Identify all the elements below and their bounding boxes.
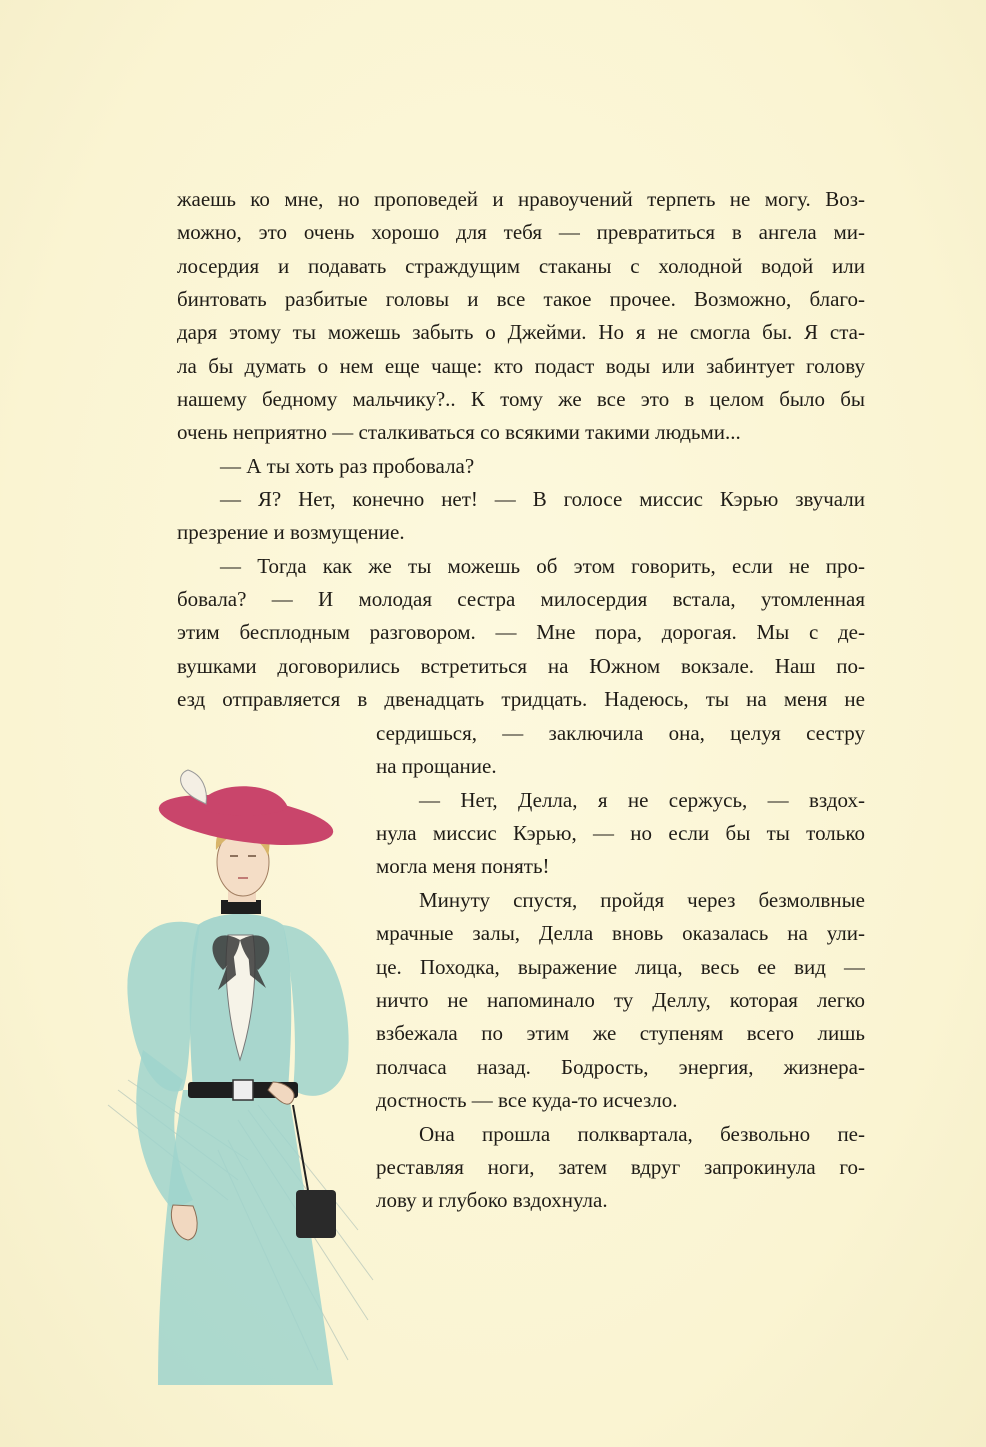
text-line: взбежала по этим же ступеням всего лишь <box>376 1021 865 1045</box>
text-line: — Тогда как же ты можешь об этом говорить, если не про- <box>220 554 865 578</box>
text-line: презрение и возмущение. <box>177 520 405 544</box>
choker <box>221 900 261 914</box>
text-line: вушками договорились встретиться на Южном вокзале. Наш по- <box>177 654 865 678</box>
belt-buckle <box>233 1080 253 1100</box>
text-line: мрачные залы, Делла вновь оказалась на ули- <box>376 921 865 945</box>
text-line: — Нет, Делла, я не сержусь, — вздох- <box>419 788 865 812</box>
text-line: полчаса назад. Бодрость, энергия, жизнера- <box>376 1055 865 1079</box>
text-line: — А ты хоть раз пробовала? <box>220 454 475 478</box>
text-line: этим бесплодным разговором. — Мне пора, дорогая. Мы с де- <box>177 620 865 644</box>
woman-illustration <box>88 760 378 1390</box>
text-line: ничто не напоминало ту Деллу, которая легко <box>376 988 865 1012</box>
text-line: нашему бедному мальчику?.. К тому же все это в целом было бы <box>177 387 865 411</box>
text-line: лосердия и подавать страждущим стаканы с холодной водой или <box>177 254 865 278</box>
text-line: очень неприятно — сталкиваться со всякими такими людьми... <box>177 420 741 444</box>
text-line: нула миссис Кэрью, — но если бы ты только <box>376 821 865 845</box>
text-line: ла бы думать о нем еще чаще: кто подаст воды или забинтует голову <box>177 354 865 378</box>
text-line: Минуту спустя, пройдя через безмолвные <box>419 888 865 912</box>
text-line: це. Походка, выражение лица, весь ее вид — <box>376 955 865 979</box>
text-line: на прощание. <box>376 754 497 778</box>
text-line: бовала? — И молодая сестра милосердия встала, утомленная <box>177 587 865 611</box>
text-line: Она прошла полквартала, безвольно пе- <box>419 1122 865 1146</box>
text-line: сердишься, — заключила она, целуя сестру <box>376 721 865 745</box>
text-line: — Я? Нет, конечно нет! — В голосе миссис Кэрью звучали <box>220 487 865 511</box>
text-line: даря этому ты можешь забыть о Джейми. Но я не смогла бы. Я ста- <box>177 320 865 344</box>
text-line: реставляя ноги, затем вдруг запрокинула го- <box>376 1155 865 1179</box>
text-line: достность — все куда-то исчезло. <box>376 1088 678 1112</box>
text-line: могла меня понять! <box>376 854 550 878</box>
text-line: бинтовать разбитые головы и все такое прочее. Возможно, благо- <box>177 287 865 311</box>
handbag <box>296 1190 336 1238</box>
text-line: можно, это очень хорошо для тебя — превратиться в ангела ми- <box>177 220 865 244</box>
text-line: езд отправляется в двенадцать тридцать. Надеюсь, ты на меня не <box>177 687 865 711</box>
text-line: лову и глубоко вздохнула. <box>376 1188 608 1212</box>
right-sleeve <box>283 925 349 1096</box>
text-line: жаешь ко мне, но проповедей и нравоучений терпеть не могу. Воз- <box>177 187 865 211</box>
